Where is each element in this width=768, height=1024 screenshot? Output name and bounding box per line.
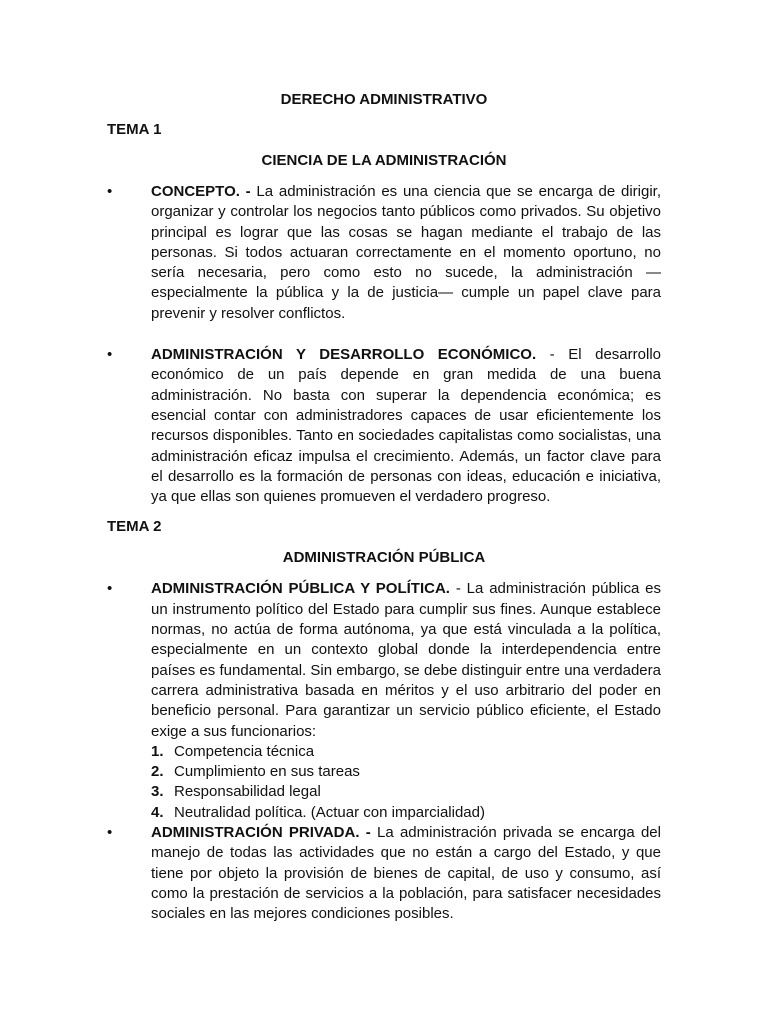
list-item [151,803,661,823]
section-title-ciencia: CIENCIA DE LA ADMINISTRACIÓN [261,152,507,169]
bullet-body: La administración es una ciencia que se encarga de dirigir, organizar y controlar los negocios tanto públicos como privados. Su objetivo principal es lograr que las cosas se hagan mediante el trabajo de las personas. Si todos actuaran correctamente en el momento oportuno, no sería necesaria, pero como esto no sucede, la administración —especialmente la pública y la de justicia— cumple un papel clave para prevenir y resolver conflictos. [151,183,661,322]
list-item [151,762,661,782]
tema-1-label: TEMA 1 [107,121,162,138]
list-item-number: 4. [151,803,164,821]
bullet-concepto [107,182,661,324]
bullet-body: La administración privada se encarga del manejo de todas las actividades que no están a cargo del Estado, y que tiene por objeto la provisión de bienes de capital, de uso y consumo, así como la prestación de servicios a la población, para satisfacer necesidades sociales en las mejores condiciones posibles. [151,824,661,923]
document-title: DERECHO ADMINISTRATIVO [280,91,488,108]
bullet-heading: CONCEPTO. - [151,183,251,200]
bullet-mark: • [107,183,113,200]
bullet-text [151,580,661,739]
list-item [151,782,661,802]
list-item [151,742,661,762]
bullet-heading: ADMINISTRACIÓN PRIVADA. - [151,824,371,842]
list-item-text: Neutralidad política. (Actuar con imparcialidad) [174,803,485,821]
bullet-publica-y-politica [107,579,661,741]
bullet-mark: • [107,824,113,842]
bullet-administracion-privada [107,823,661,924]
list-item-text: Competencia técnica [174,742,315,760]
tema-2-label: TEMA 2 [107,518,162,536]
list-item-number: 3. [151,783,164,801]
requirements-list [107,742,661,823]
bullet-body: - El desarrollo económico de un país depende en gran medida de una buena administración. No basta con superar la dependencia económica; es esencial contar con administradores capaces de usar eficientemente los recursos disponibles. Tanto en sociedades capitalistas como socialistas, una administración eficaz impulsa el crecimiento. Además, un factor clave para el desarrollo es la formación de personas con ideas, educación e iniciativa, ya que ellas son quienes promueven el verdadero progreso. [151,346,661,506]
section-title-administracion-publica: ADMINISTRACIÓN PÚBLICA [282,549,486,567]
list-item-text: Responsabilidad legal [174,783,321,801]
bullet-text [151,346,661,505]
list-item-number: 2. [151,763,164,781]
bullet-text [151,824,661,922]
list-item-number: 1. [151,742,164,760]
bullet-heading: ADMINISTRACIÓN PÚBLICA Y POLÍTICA. [151,580,450,598]
bullet-desarrollo-economico [107,345,661,507]
bullet-text [151,183,661,322]
list-item-text: Cumplimiento en sus tareas [174,763,360,781]
bullet-body: - La administración pública es un instrumento político del Estado para cumplir sus fines. Aunque establece normas, no actúa de forma autónoma, ya que está vinculada a la política, especialmente en un contexto global donde la interdependencia entre países es fundamental. Sin embargo, se debe distinguir entre una verdadera carrera administrativa basada en méritos y el uso arbitrario del poder en beneficio personal. Para garantizar un servicio público eficiente, el Estado exige a sus funcionarios: [151,580,661,740]
bullet-mark: • [107,346,113,364]
bullet-heading: ADMINISTRACIÓN Y DESARROLLO ECONÓMICO. [151,346,537,364]
bullet-mark: • [107,580,113,598]
